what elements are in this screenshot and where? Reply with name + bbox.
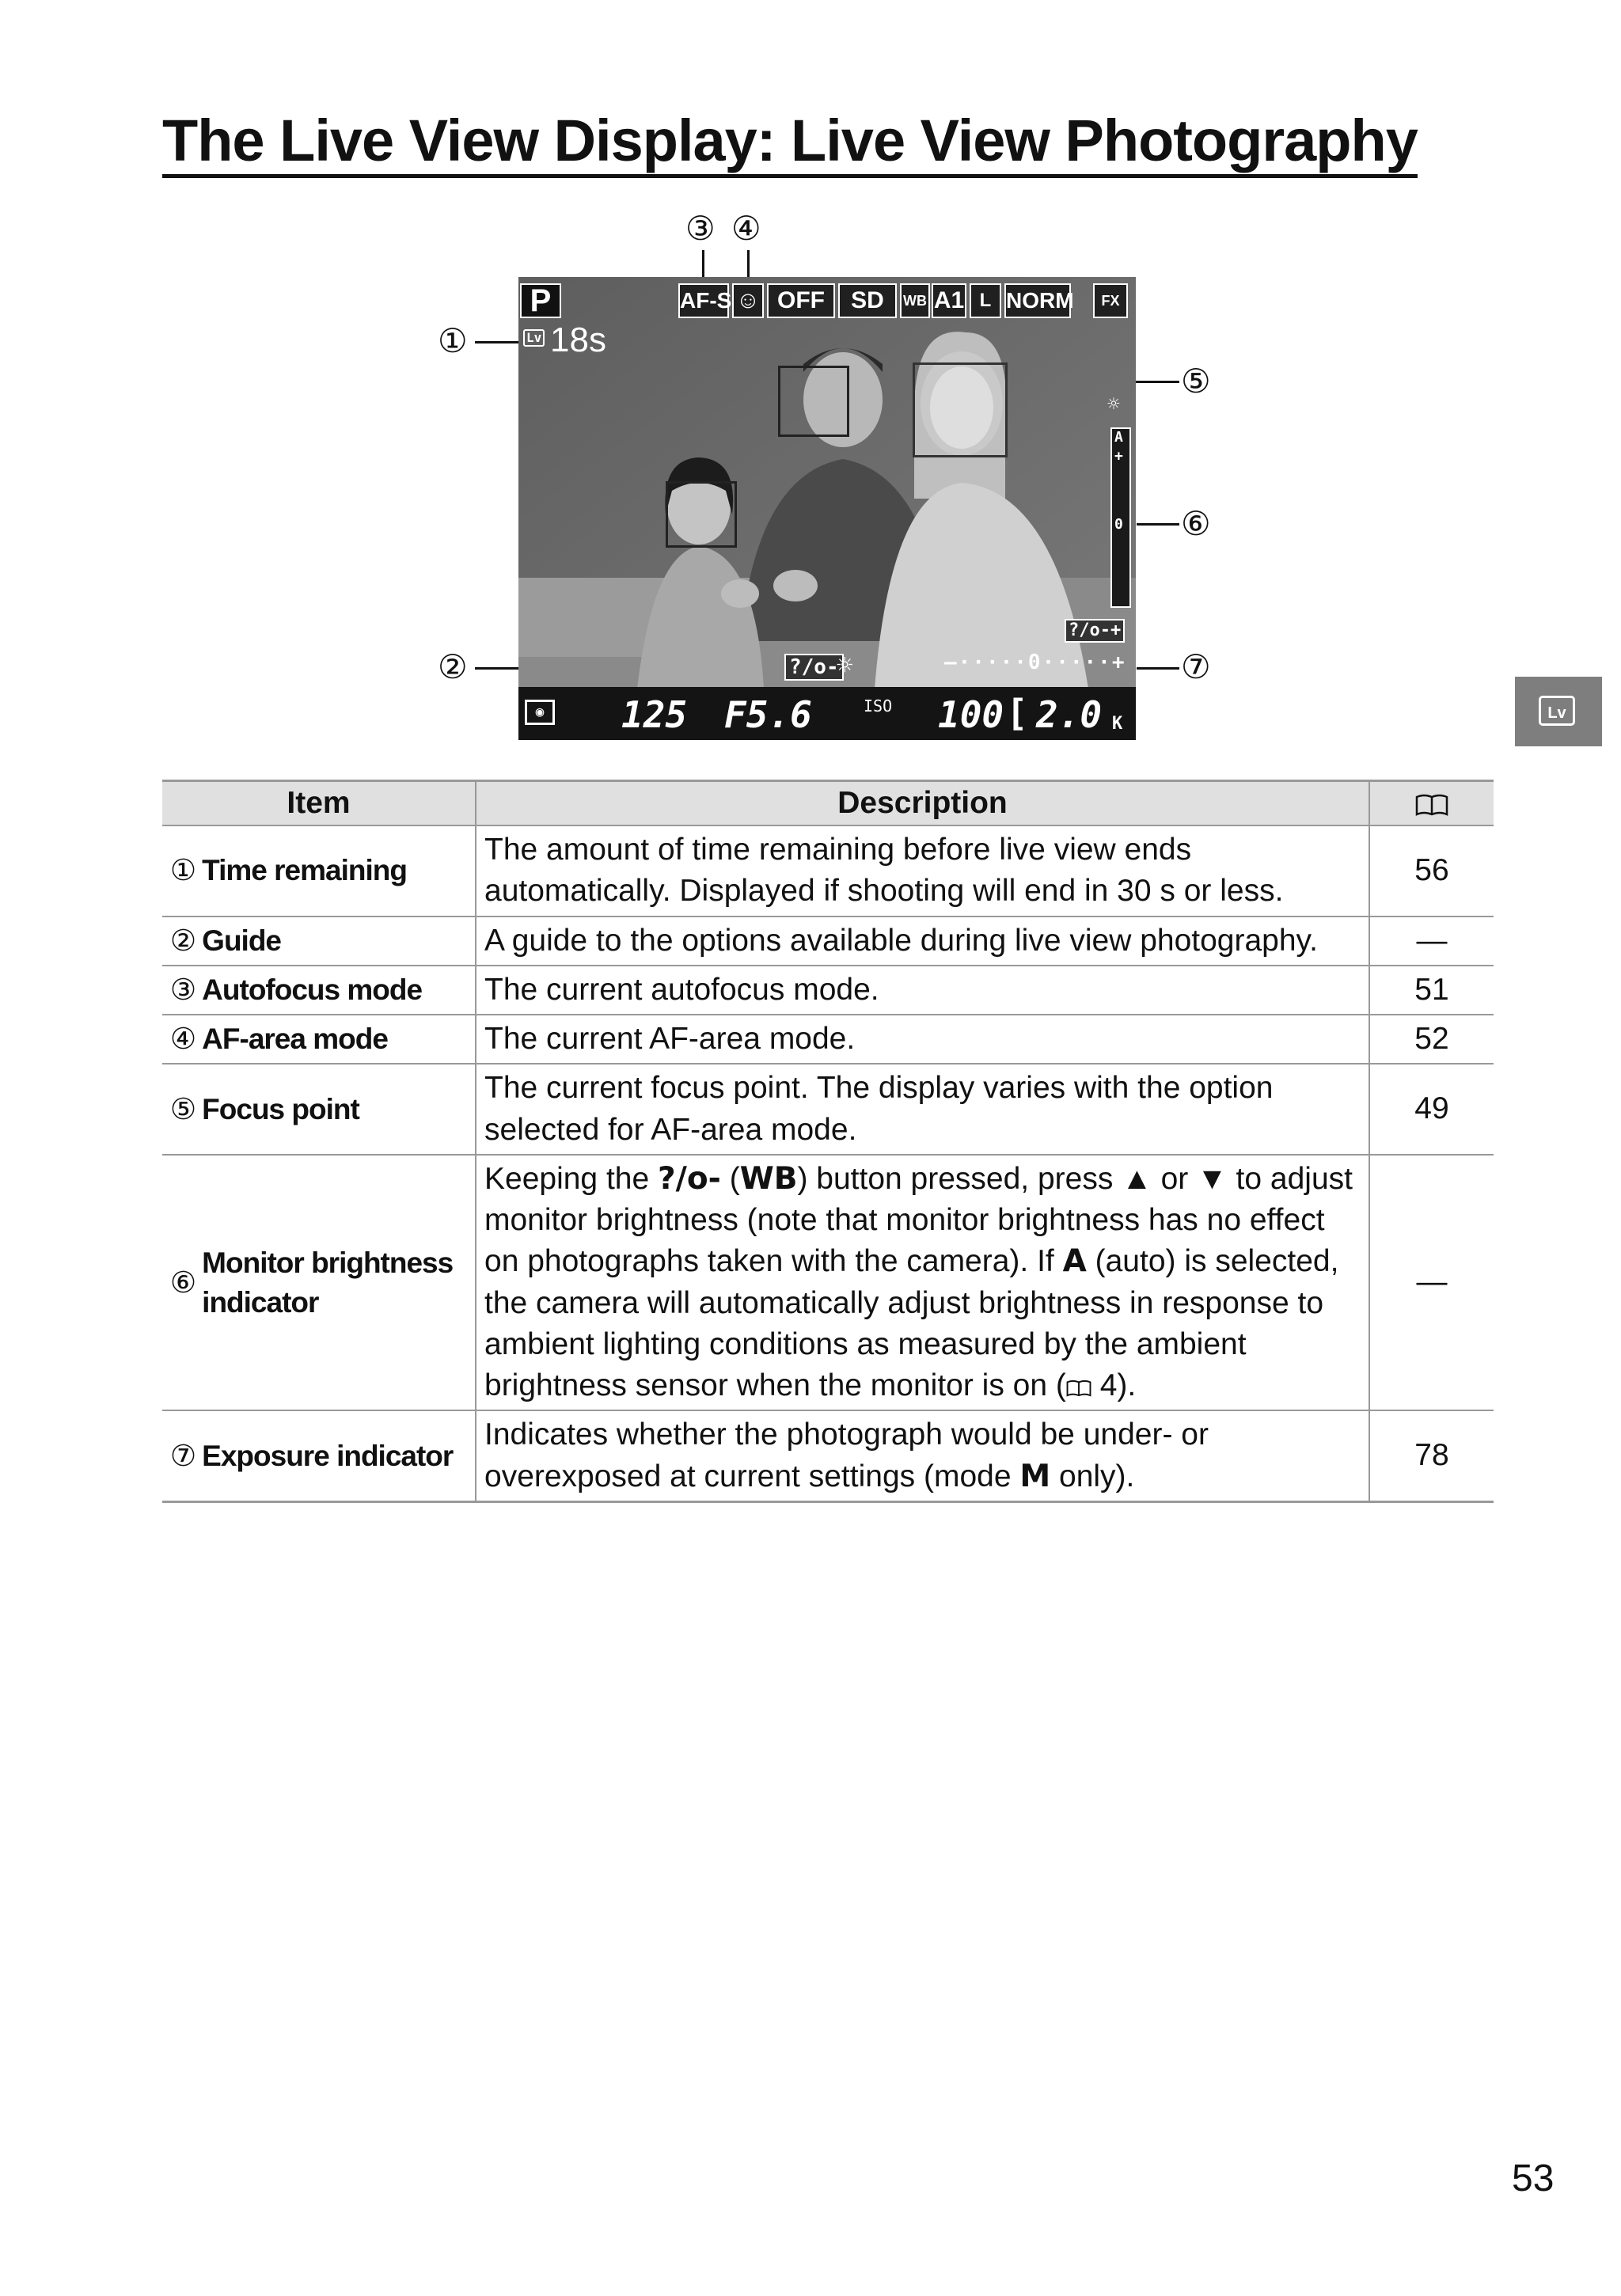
mode-m-key: M bbox=[1019, 1458, 1051, 1494]
item-number: ④ bbox=[170, 1022, 196, 1057]
desc-text: Keeping the bbox=[484, 1161, 659, 1196]
leader-line-1 bbox=[475, 341, 522, 343]
bracket: [ bbox=[1006, 692, 1028, 734]
description-cell: The current autofocus mode. bbox=[476, 966, 1369, 1015]
item-number: ⑤ bbox=[170, 1091, 196, 1126]
desc-text: 4). bbox=[1091, 1368, 1137, 1402]
live-view-screen bbox=[518, 277, 1136, 740]
image-quality: NORM bbox=[1004, 283, 1071, 318]
item-label: Exposure indicator bbox=[202, 1439, 454, 1472]
page-ref: 78 bbox=[1369, 1410, 1494, 1501]
callout-7: ⑦ bbox=[1181, 647, 1211, 686]
top-status-bar bbox=[518, 277, 1136, 323]
autofocus-mode: AF-S bbox=[678, 283, 729, 318]
desc-text: only). bbox=[1050, 1459, 1135, 1493]
items-table bbox=[162, 780, 1494, 1503]
shutter-speed: 125 bbox=[621, 693, 688, 736]
item-cell bbox=[162, 1064, 476, 1155]
time-remaining: 18s bbox=[550, 321, 606, 359]
item-number: ① bbox=[170, 853, 196, 888]
description-cell: A guide to the options available during live view photography. bbox=[476, 917, 1369, 966]
header-description: Description bbox=[476, 781, 1369, 826]
desc-text: ) button pressed, press ▲ or ▼ to adjust monitor brightness (note that monitor brightness has no effect on photographs taken with the camera). If bbox=[484, 1161, 1353, 1279]
brightness-auto: A bbox=[1114, 429, 1123, 446]
item-cell bbox=[162, 825, 476, 917]
guide-key-icon: ?/o- bbox=[658, 1160, 721, 1197]
lv-tab-icon: Lv bbox=[1539, 696, 1575, 726]
header-page-icon bbox=[1369, 781, 1494, 826]
monitor-brightness-indicator bbox=[1110, 427, 1131, 608]
table-row bbox=[162, 966, 1494, 1015]
page-ref: — bbox=[1369, 917, 1494, 966]
page-ref: — bbox=[1369, 1155, 1494, 1411]
focus-point-box bbox=[913, 362, 1008, 457]
table-row bbox=[162, 1155, 1494, 1411]
lv-icon: Lv bbox=[523, 329, 545, 347]
section-tab bbox=[1515, 677, 1602, 746]
iso-value: 100 bbox=[938, 693, 1004, 736]
aperture: F5.6 bbox=[724, 693, 812, 736]
wb-key: WB bbox=[739, 1160, 798, 1197]
description-cell bbox=[476, 1155, 1369, 1411]
item-number: ③ bbox=[170, 973, 196, 1008]
table-row bbox=[162, 825, 1494, 917]
item-cell bbox=[162, 966, 476, 1015]
desc-text: ( bbox=[720, 1161, 740, 1196]
item-label: Time remaining bbox=[202, 854, 407, 887]
page-number: 53 bbox=[1512, 2157, 1555, 2199]
active-d-lighting: OFF bbox=[767, 283, 835, 318]
picture-control: SD bbox=[838, 283, 897, 318]
desc-text: Indicates whether the photograph would be under- or overexposed at current settings (mode bbox=[484, 1417, 1209, 1493]
callout-5: ⑤ bbox=[1181, 362, 1211, 400]
item-cell bbox=[162, 1155, 476, 1411]
book-ref-icon bbox=[1066, 1368, 1091, 1402]
table-row bbox=[162, 1064, 1494, 1155]
description-cell bbox=[476, 1410, 1369, 1501]
item-number: ② bbox=[170, 923, 196, 958]
bottom-status-bar bbox=[518, 687, 1136, 740]
white-balance-value: A1 bbox=[932, 283, 966, 318]
callout-4: ④ bbox=[731, 209, 761, 248]
page-title: The Live View Display: Live View Photography bbox=[162, 109, 1418, 178]
guide-right-icon: ?/o-+ bbox=[1065, 619, 1125, 643]
book-icon bbox=[1415, 794, 1448, 816]
brightness-sun-icon: ☼ bbox=[1107, 393, 1120, 416]
item-label: Autofocus mode bbox=[202, 973, 423, 1007]
table-row bbox=[162, 917, 1494, 966]
page-ref: 56 bbox=[1369, 825, 1494, 917]
leader-line-7 bbox=[1137, 667, 1179, 670]
item-label: Guide bbox=[202, 924, 282, 957]
af-area-mode-icon: ☺ bbox=[732, 283, 764, 318]
page-ref: 49 bbox=[1369, 1064, 1494, 1155]
brightness-plus: + bbox=[1114, 448, 1123, 465]
callout-1: ① bbox=[438, 321, 468, 360]
table-row bbox=[162, 1410, 1494, 1501]
item-number: ⑦ bbox=[170, 1438, 196, 1473]
image-size: L bbox=[970, 283, 1001, 318]
item-label: Monitor brightness indicator bbox=[202, 1246, 454, 1319]
guide-icon: ?/o- bbox=[784, 654, 844, 681]
description-cell: The amount of time remaining before live view ends automatically. Displayed if shooting will end in 30 s or less. bbox=[476, 825, 1369, 917]
metering-icon: ◉ bbox=[525, 700, 555, 725]
desc-text: (auto) is selected, the camera will automatically adjust brightness in response to ambient lighting conditions as measured by the ambient brightness sensor when the monitor is on ( bbox=[484, 1244, 1339, 1402]
shooting-mode: P bbox=[520, 283, 561, 318]
table-header-row bbox=[162, 781, 1494, 826]
auto-key: A bbox=[1062, 1243, 1087, 1280]
item-cell bbox=[162, 1410, 476, 1501]
page-ref: 51 bbox=[1369, 966, 1494, 1015]
white-balance-label: WB bbox=[900, 283, 930, 318]
item-label: AF-area mode bbox=[202, 1023, 388, 1056]
leader-line-6 bbox=[1137, 523, 1179, 526]
item-label: Focus point bbox=[202, 1092, 359, 1125]
callout-6: ⑥ bbox=[1181, 504, 1211, 543]
callout-2: ② bbox=[438, 647, 468, 686]
guide-sun-icon: ☼ bbox=[837, 650, 853, 681]
frames-k: K bbox=[1112, 714, 1123, 734]
table-row bbox=[162, 1015, 1494, 1064]
header-item: Item bbox=[162, 781, 476, 826]
exposure-indicator: –·····0·····+ bbox=[944, 651, 1126, 674]
face-detection-box bbox=[666, 481, 737, 548]
face-detection-box bbox=[778, 366, 849, 437]
page-ref: 52 bbox=[1369, 1015, 1494, 1064]
iso-label: ISO bbox=[864, 696, 893, 715]
item-number: ⑥ bbox=[170, 1265, 196, 1300]
frames-remaining: 2.0 bbox=[1036, 693, 1103, 736]
image-area: FX bbox=[1093, 283, 1128, 318]
description-cell: The current focus point. The display varies with the option selected for AF-area mode. bbox=[476, 1064, 1369, 1155]
item-cell bbox=[162, 917, 476, 966]
brightness-zero: 0 bbox=[1114, 516, 1123, 533]
item-cell bbox=[162, 1015, 476, 1064]
callout-3: ③ bbox=[685, 209, 716, 248]
description-cell: The current AF-area mode. bbox=[476, 1015, 1369, 1064]
